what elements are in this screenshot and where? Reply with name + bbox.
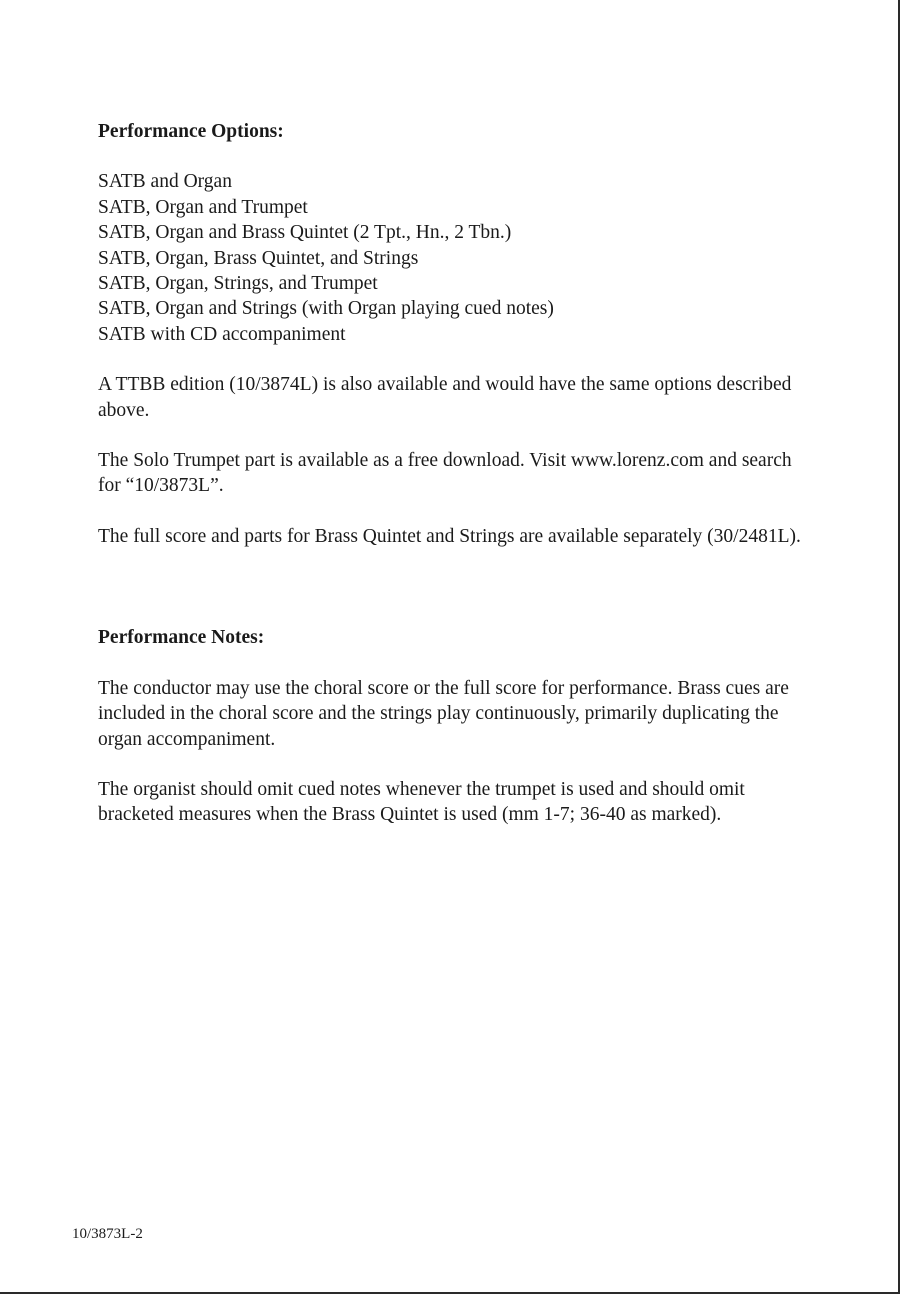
option-item: SATB and Organ [98, 171, 232, 193]
performance-options-list [98, 169, 818, 347]
full-score-paragraph: The full score and parts for Brass Quintet and Strings are available separately (30/2481L). [98, 525, 801, 547]
page-content [98, 119, 818, 828]
performance-notes-heading: Performance Notes: [98, 627, 265, 649]
option-item: SATB, Organ, Brass Quintet, and Strings [98, 247, 419, 269]
option-item: SATB, Organ and Strings (with Organ playing cued notes) [98, 298, 554, 320]
solo-trumpet-paragraph: The Solo Trumpet part is available as a free download. Visit www.lorenz.com and search for “10/3873L”. [98, 450, 792, 497]
conductor-paragraph: The conductor may use the choral score or the full score for performance. Brass cues are included in the choral score and the strings play continuously, primarily duplicating the organ accompaniment. [98, 677, 789, 750]
performance-options-heading: Performance Options: [98, 121, 284, 142]
catalog-code: 10/3873L-2 [72, 1226, 143, 1242]
option-item: SATB, Organ and Brass Quintet (2 Tpt., Hn., 2 Tbn.) [98, 222, 512, 244]
organist-paragraph: The organist should omit cued notes whenever the trumpet is used and should omit bracketed measures when the Brass Quintet is used (mm 1-7; 36-40 as marked). [98, 778, 745, 826]
ttbb-edition-paragraph: A TTBB edition (10/3874L) is also available and would have the same options described above. [98, 374, 792, 421]
option-item: SATB, Organ and Trumpet [98, 196, 308, 218]
option-item: SATB, Organ, Strings, and Trumpet [98, 273, 378, 295]
option-item: SATB with CD accompaniment [98, 323, 346, 345]
